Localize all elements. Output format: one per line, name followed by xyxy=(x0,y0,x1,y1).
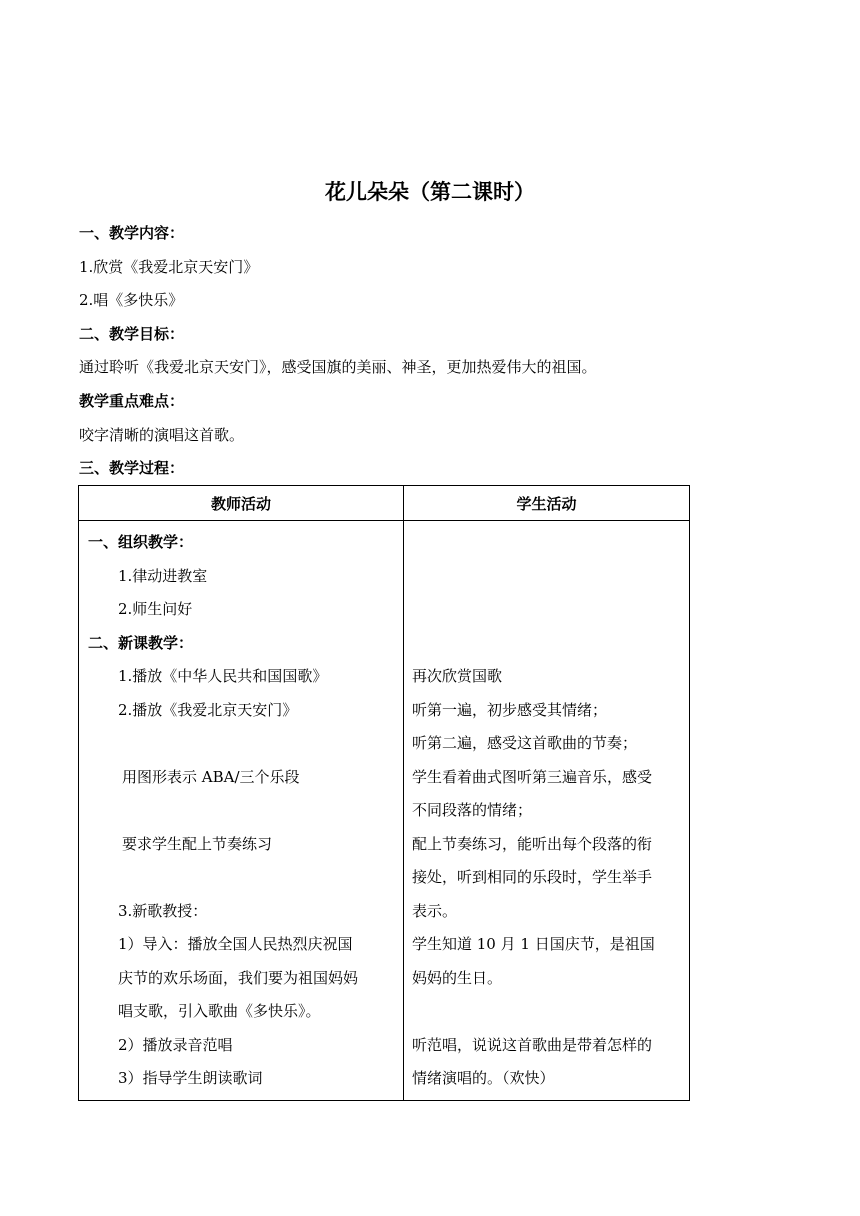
student-line: 不同段落的情绪； xyxy=(412,801,533,819)
teacher-line: 3.新歌教授： xyxy=(118,901,208,920)
teacher-line: 唱支歌，引入歌曲《多快乐》。 xyxy=(118,1002,321,1020)
student-line xyxy=(404,593,689,627)
table-header-row xyxy=(79,486,690,521)
goal-text: 通过聆听《我爱北京天安门》，感受国旗的美丽、神圣，更加热爱伟大的祖国。 xyxy=(79,358,597,376)
teacher-line: 1.播放《中华人民共和国国歌》 xyxy=(118,667,328,685)
teacher-line: 1）导入：播放全国人民热烈庆祝国 xyxy=(118,935,353,953)
student-line: 学生知道 10 月 1 日国庆节，是祖国 xyxy=(412,935,655,953)
process-heading: 三、教学过程： xyxy=(79,459,185,477)
teacher-line: 2）播放录音范唱 xyxy=(118,1035,233,1054)
teacher-activities-cell xyxy=(79,521,404,1101)
student-line: 再次欣赏国歌 xyxy=(412,667,503,685)
lesson-table xyxy=(78,485,690,1101)
student-line xyxy=(404,995,689,1029)
student-line: 配上节奏练习，能听出每个段落的衔 xyxy=(412,834,653,853)
teacher-line xyxy=(79,727,403,761)
content-item-2: 2.唱《多快乐》 xyxy=(79,291,184,309)
teacher-line: 二、新课教学： xyxy=(88,633,194,652)
student-line: 学生看着曲式图听第三遍音乐，感受 xyxy=(412,767,653,786)
student-line xyxy=(404,627,689,661)
table-body-row xyxy=(79,521,690,1101)
student-line: 听第二遍，感受这首歌曲的节奏； xyxy=(412,734,638,752)
content-item-1: 1.欣赏《我爱北京天安门》 xyxy=(79,258,259,276)
key-heading: 教学重点难点： xyxy=(79,392,185,410)
document-title: 花儿朵朵（第二课时） xyxy=(325,180,535,204)
student-line: 接处，听到相同的乐段时，学生举手 xyxy=(412,868,653,886)
teacher-line xyxy=(79,861,403,895)
student-line xyxy=(404,560,689,594)
teacher-line xyxy=(79,794,403,828)
teacher-line: 2.播放《我爱北京天安门》 xyxy=(118,700,298,719)
teacher-line: 庆节的欢乐场面，我们要为祖国妈妈 xyxy=(118,968,359,987)
content-heading: 一、教学内容： xyxy=(79,224,185,242)
student-line: 听范唱，说说这首歌曲是带着怎样的 xyxy=(412,1035,653,1054)
teacher-line: 1.律动进教室 xyxy=(118,566,208,585)
student-line: 表示。 xyxy=(412,901,458,920)
student-column-header: 学生活动 xyxy=(404,486,690,521)
teacher-line: 要求学生配上节奏练习 xyxy=(122,834,273,853)
goal-heading: 二、教学目标： xyxy=(79,325,185,343)
student-activities-cell xyxy=(404,521,690,1101)
student-line xyxy=(404,526,689,560)
teacher-line: 一、组织教学： xyxy=(88,533,194,551)
teacher-column-header: 教师活动 xyxy=(79,486,404,521)
student-line: 情绪演唱的。（欢快） xyxy=(412,1069,555,1087)
student-line: 妈妈的生日。 xyxy=(412,968,503,987)
student-line: 听第一遍，初步感受其情绪； xyxy=(412,700,608,719)
teacher-line: 3）指导学生朗读歌词 xyxy=(118,1069,263,1087)
key-text: 咬字清晰的演唱这首歌。 xyxy=(79,426,245,444)
teacher-line: 2.师生问好 xyxy=(118,600,193,618)
teacher-line: 用图形表示 ABA/三个乐段 xyxy=(122,767,300,786)
